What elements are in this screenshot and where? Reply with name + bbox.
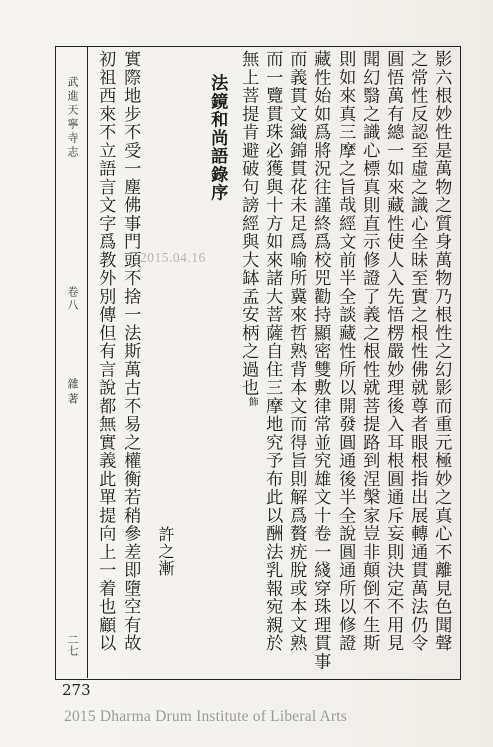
text-column-last bbox=[238, 50, 259, 674]
footer-credit: 2015 Dharma Drum Institute of Liberal Arts bbox=[64, 708, 348, 725]
header-folio: 二七 bbox=[66, 634, 79, 656]
preface-author: 許之漸 bbox=[156, 526, 175, 577]
text-column: 藏性始如爲將況往謹終爲校兕勸持顯密雙敷律常並究雄文十卷一綫穿珠理貫事 bbox=[310, 50, 331, 671]
header-title: 武進天寧寺志 bbox=[66, 76, 79, 160]
text-column: 影六根妙性是萬物之質身萬物乃根性之幻影而重元極妙之真心不離見色聞聲 bbox=[431, 50, 452, 653]
page-number: 273 bbox=[62, 681, 91, 699]
header-divider bbox=[87, 46, 88, 678]
text-column: 則如來真三摩之旨哉經文前半全談藏性所以開發圓通後半全說圓通所以修證 bbox=[335, 50, 356, 653]
running-header bbox=[58, 60, 84, 670]
header-section: 雜著 bbox=[66, 378, 79, 408]
text-column: 初祖西來不立語言文字爲教外別傳但有言說都無實義此單提向上一着也顧以 bbox=[95, 50, 116, 653]
text-column-content: 無上菩提肯避破句謗經與大缽孟安柄之過也 bbox=[238, 50, 259, 397]
text-column: 而義貫文織錦貫花未足爲喻所冀來哲熟背本文而得旨則解爲贅疣脫或本文熟 bbox=[286, 50, 307, 653]
preface-title: 法鏡和尚語錄序 bbox=[207, 74, 228, 202]
text-column: 而一覽貫珠必獲與十方如來諸大菩薩自住三摩地究予布此以酬法乳報宛親於 bbox=[262, 50, 283, 653]
header-volume: 卷八 bbox=[66, 286, 79, 312]
date-stamp: 2015.04.16 bbox=[140, 250, 206, 265]
text-column: 圓悟萬有總一如來藏性使人入先悟楞嚴妙理後入耳根圓通斥妄則決定不用見 bbox=[383, 50, 404, 653]
inline-annotation: 飾 bbox=[246, 396, 258, 408]
text-column: 之常性反認至虛之識心全昧至實之根性佛就尊者眼根指出展轉通貫萬法仍令 bbox=[407, 50, 428, 653]
text-column: 實際地步不受一塵佛事門頭不捨一法斯萬古不易之權衡若稍參差即墮空有故 bbox=[120, 50, 141, 653]
text-column: 聞幻翳之識心標真則直示修證了義之根性就菩提路到涅槃家豈非顛倒不生斯 bbox=[359, 50, 380, 653]
